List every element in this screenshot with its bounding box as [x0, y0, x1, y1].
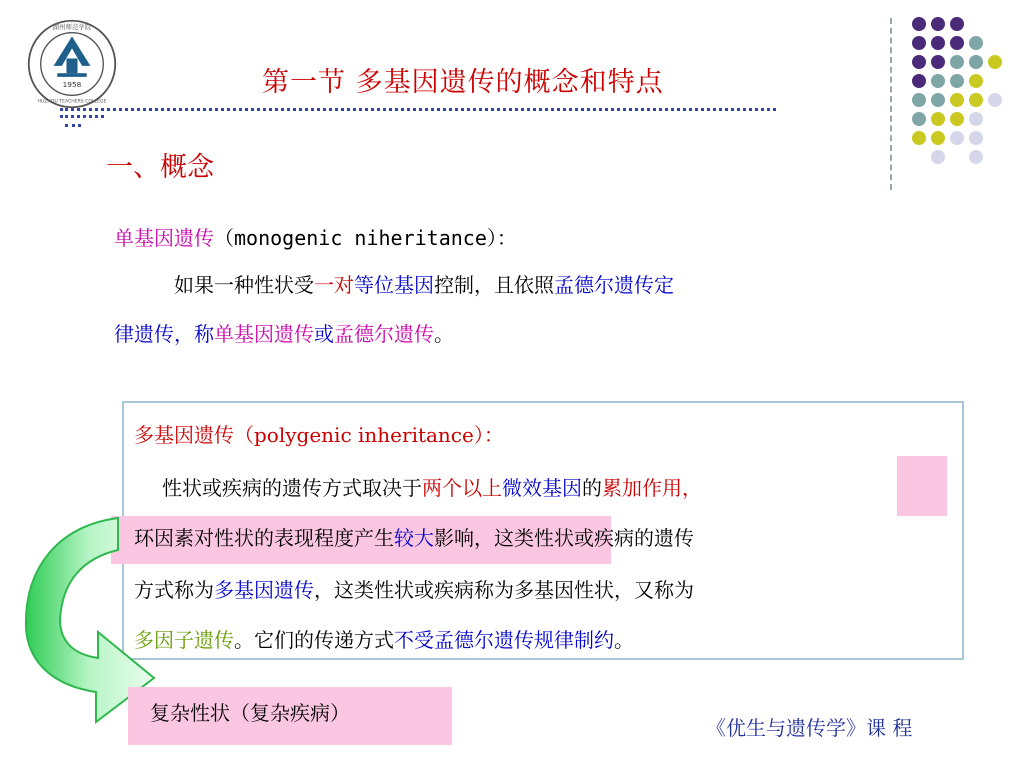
monogenic-term: 单基因遗传: [114, 226, 214, 250]
polygenic-definition-line: [134, 574, 694, 603]
text-run: 单基因遗传: [214, 322, 314, 346]
decor-dot: [950, 55, 964, 69]
logo-ring-text-en: HUZHOU TEACHERS COLLEGE: [37, 99, 107, 105]
title-divider: [60, 108, 776, 111]
college-logo: [26, 18, 118, 110]
highlight-block: [897, 456, 947, 516]
polygenic-definition-line: [134, 522, 694, 551]
decor-dot: [988, 55, 1002, 69]
decor-dot: [969, 55, 983, 69]
decor-dot: [931, 17, 945, 31]
decor-dot: [988, 93, 1002, 107]
decor-dot: [912, 131, 926, 145]
decor-dot: [950, 93, 964, 107]
title-divider-short: [60, 115, 104, 118]
text-run: 或: [314, 322, 334, 346]
monogenic-definition-line: [174, 269, 674, 298]
decor-vertical-dashed-line: [890, 18, 892, 190]
text-run: ，: [682, 476, 702, 500]
decor-dot: [950, 112, 964, 126]
decor-dot: [931, 112, 945, 126]
decor-dot: [950, 17, 964, 31]
text-run: 多基因遗传: [214, 578, 314, 602]
title-divider-tiny: [65, 124, 81, 127]
text-run: 累加作用: [602, 476, 682, 500]
text-run: ，称: [174, 322, 214, 346]
text-run: 较大: [394, 526, 434, 550]
text-run: 方式称为: [134, 578, 214, 602]
decor-dot: [931, 150, 945, 164]
decor-dot: [969, 112, 983, 126]
text-run: 微效基因: [502, 476, 582, 500]
decor-dot: [969, 93, 983, 107]
section-heading: 一、概念: [106, 152, 214, 183]
text-run: 控制，且依照: [434, 273, 554, 297]
text-run: 等位基因: [354, 273, 434, 297]
text-run: 性状或疾病的遗传方式取决于: [162, 476, 422, 500]
monogenic-definition-line: [114, 318, 454, 347]
text-run: 不受孟德尔遗传规律制约: [394, 628, 614, 652]
text-run: ，这类性状或疾病称为多基因性状，又称为: [314, 578, 694, 602]
decor-dot: [931, 74, 945, 88]
course-footer: 《优生与遗传学》课 程: [706, 716, 913, 740]
complex-traits-label: 复杂性状（复杂疾病）: [128, 687, 452, 745]
text-run: 律遗传: [114, 322, 174, 346]
text-run: 环因素对性状的表现程度产生: [134, 526, 394, 550]
decor-dot: [912, 112, 926, 126]
decor-dot: [969, 36, 983, 50]
logo-ring-text-cn: 湖州师范学院: [52, 23, 92, 32]
decor-dot: [912, 55, 926, 69]
text-run: 孟德尔遗传: [334, 322, 434, 346]
slide-title: 第一节 多基因遗传的概念和特点: [262, 67, 664, 98]
decor-dot: [931, 36, 945, 50]
monogenic-heading: [114, 222, 517, 251]
polygenic-definition-line: [162, 472, 702, 501]
decor-dot: [931, 55, 945, 69]
decor-dot: [931, 93, 945, 107]
text-run: 多因子遗传: [134, 628, 234, 652]
polygenic-heading: 多基因遗传（polygenic inheritance）：: [134, 423, 504, 447]
decor-dot: [950, 131, 964, 145]
decor-dot: [969, 131, 983, 145]
decor-dot: [912, 17, 926, 31]
decor-dot: [931, 131, 945, 145]
text-run: 。它们的传递方式: [234, 628, 394, 652]
text-run: 孟德尔遗传定: [554, 273, 674, 297]
monogenic-term-en: （monogenic niheritance）：: [214, 226, 517, 250]
text-run: 。: [434, 322, 454, 346]
decor-dot: [969, 150, 983, 164]
decor-dot: [912, 36, 926, 50]
text-run: 影响，这类性状或疾病的遗传: [434, 526, 694, 550]
decor-dot: [950, 36, 964, 50]
text-run: 如果一种性状受: [174, 273, 314, 297]
polygenic-definition-line: [134, 624, 634, 653]
text-run: 。: [614, 628, 634, 652]
text-run: 两个以上: [422, 476, 502, 500]
logo-year: 1958: [62, 80, 82, 89]
decor-dot: [912, 93, 926, 107]
decor-dot: [950, 74, 964, 88]
decor-dot: [912, 74, 926, 88]
text-run: 的: [582, 476, 602, 500]
text-run: 一对: [314, 273, 354, 297]
decor-dot: [969, 74, 983, 88]
